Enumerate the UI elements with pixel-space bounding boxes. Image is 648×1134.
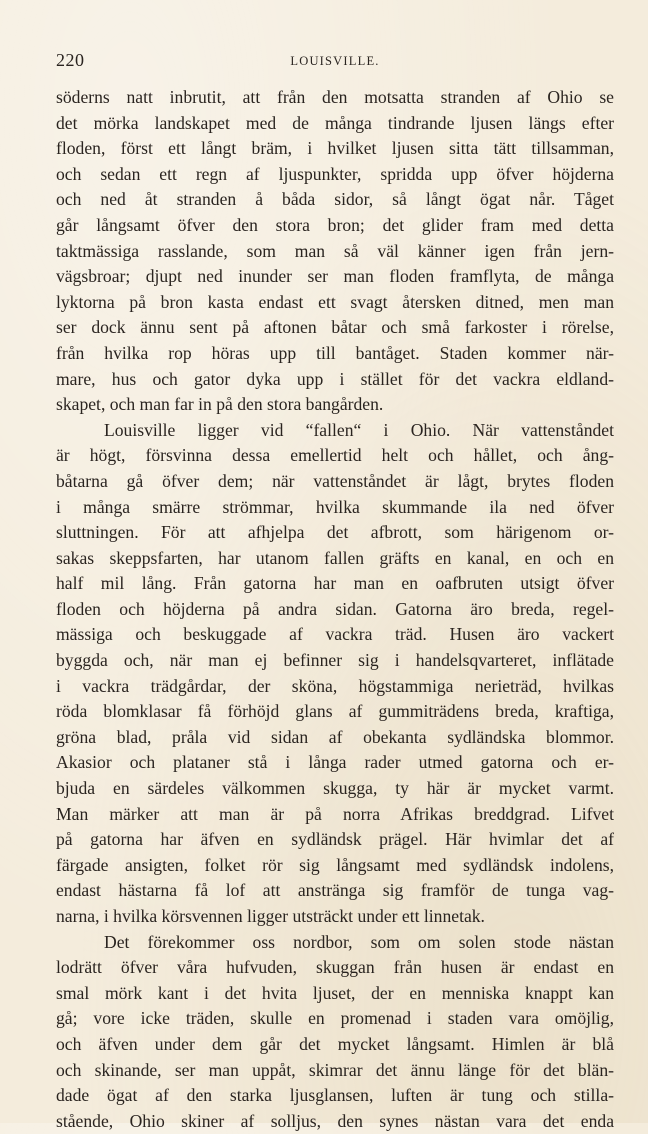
text-line: floden och höjderna på andra sidan. Gatorna äro breda, regel- bbox=[56, 598, 614, 619]
text-line: sakas skeppsfarten, har utanom fallen gräfts en kanal, en och en bbox=[56, 547, 614, 568]
text-line: i många smärre strömmar, hvilka skummande ila ned öfver bbox=[56, 496, 614, 517]
text-line: Det förekommer oss nordbor, som om solen stode nästan bbox=[104, 931, 614, 952]
text-line: stående, Ohio skiner af solljus, den synes nästan vara det enda bbox=[56, 1110, 614, 1131]
text-line: söderns natt inbrutit, att från den motsatta stranden af Ohio se bbox=[56, 87, 614, 107]
text-line: går långsamt öfver den stora bron; det glider fram med detta bbox=[56, 214, 614, 235]
text-line: smal mörk kant i det hvita ljuset, der en menniska knappt kan bbox=[56, 982, 614, 1003]
text-line: gå; vore icke träden, skulle en promenad i staden vara omöjlig, bbox=[56, 1008, 614, 1029]
running-head bbox=[56, 50, 614, 72]
text-line: och äfven under dem går det mycket långsamt. Himlen är blå bbox=[56, 1033, 614, 1054]
text-line: Akasior och plataner stå i långa rader utmed gatorna och er- bbox=[56, 752, 614, 773]
text-line: båtarna gå öfver dem; när vattenståndet är lågt, brytes floden bbox=[56, 470, 614, 491]
running-title: LOUISVILLE. bbox=[290, 54, 380, 68]
text-line: från hvilka rop höras upp till bantåget. Staden kommer när- bbox=[56, 342, 614, 363]
text-line: Man märker att man är på norra Afrikas breddgrad. Lifvet bbox=[56, 803, 614, 824]
text-line: på gatorna har äfven en sydländsk prägel. Här hvimlar det af bbox=[56, 829, 614, 850]
text-line: skapet, och man far in på den stora bangården. bbox=[56, 394, 384, 415]
text-line: endast hästarna få lof att anstränga sig framför de tunga vag- bbox=[56, 880, 614, 901]
text-line: lyktorna på bron kasta endast ett svagt återsken ditned, men man bbox=[56, 291, 614, 312]
text-line: i vackra trädgårdar, der sköna, högstammiga nerieträd, hvilkas bbox=[56, 675, 614, 696]
text-line: och sedan ett regn af ljuspunkter, spridda upp öfver höjderna bbox=[56, 163, 614, 184]
text-line: gröna blad, pråla vid sidan af obekanta sydländska blommor. bbox=[56, 726, 614, 747]
text-line: ser dock ännu sent på aftonen båtar och små farkoster i rörelse, bbox=[56, 317, 614, 338]
text-line: röda blomklasar få förhöjd glans af gummiträdens breda, kraftiga, bbox=[56, 701, 614, 722]
text-line: Louisville ligger vid “fallen“ i Ohio. När vattenståndet bbox=[104, 419, 614, 440]
text-line: bjuda en särdeles välkommen skugga, ty här är mycket varmt. bbox=[56, 778, 614, 799]
text-line: det mörka landskapet med de många tindrande ljusen längs efter bbox=[56, 112, 614, 133]
text-line: färgade ansigten, folket rör sig långsamt med sydländsk indolens, bbox=[56, 854, 614, 875]
text-line: och ned åt stranden å båda sidor, så långt ögat når. Tåget bbox=[56, 189, 614, 210]
text-line: half mil lång. Från gatorna har man en oafbruten utsigt öfver bbox=[56, 573, 614, 594]
page-number: 220 bbox=[56, 50, 85, 70]
body-text bbox=[56, 85, 614, 1134]
text-line: vägsbroar; djupt ned inunder ser man floden framflyta, de många bbox=[56, 266, 614, 287]
text-line: sluttningen. För att afhjelpa det afbrott, som härigenom or- bbox=[56, 522, 614, 543]
text-line: dade ögat af den starka ljusglansen, luften är tung och stilla- bbox=[56, 1085, 614, 1106]
text-line: narna, i hvilka körsvennen ligger utsträckt under ett linnetak. bbox=[56, 906, 485, 926]
text-line: mare, hus och gator dyka upp i stället för det vackra eldland- bbox=[56, 368, 614, 389]
text-line: och skinande, ser man uppåt, skimrar det ännu länge för det blän- bbox=[56, 1059, 614, 1080]
text-line: byggda och, när man ej befinner sig i handelsqvarteret, inflätade bbox=[56, 650, 614, 671]
text-line: taktmässiga rasslande, som man så väl känner igen från jern- bbox=[56, 240, 614, 261]
text-line: mässiga och beskuggade af vackra träd. Husen äro vackert bbox=[56, 624, 614, 645]
text-line: floden, först ett långt bräm, i hvilket ljusen sitta tätt tillsamman, bbox=[56, 138, 614, 159]
text-line: är högt, försvinna dessa emellertid helt och hållet, och ång- bbox=[56, 445, 614, 466]
text-line: lodrätt öfver våra hufvuden, skuggan från husen är endast en bbox=[56, 957, 614, 978]
